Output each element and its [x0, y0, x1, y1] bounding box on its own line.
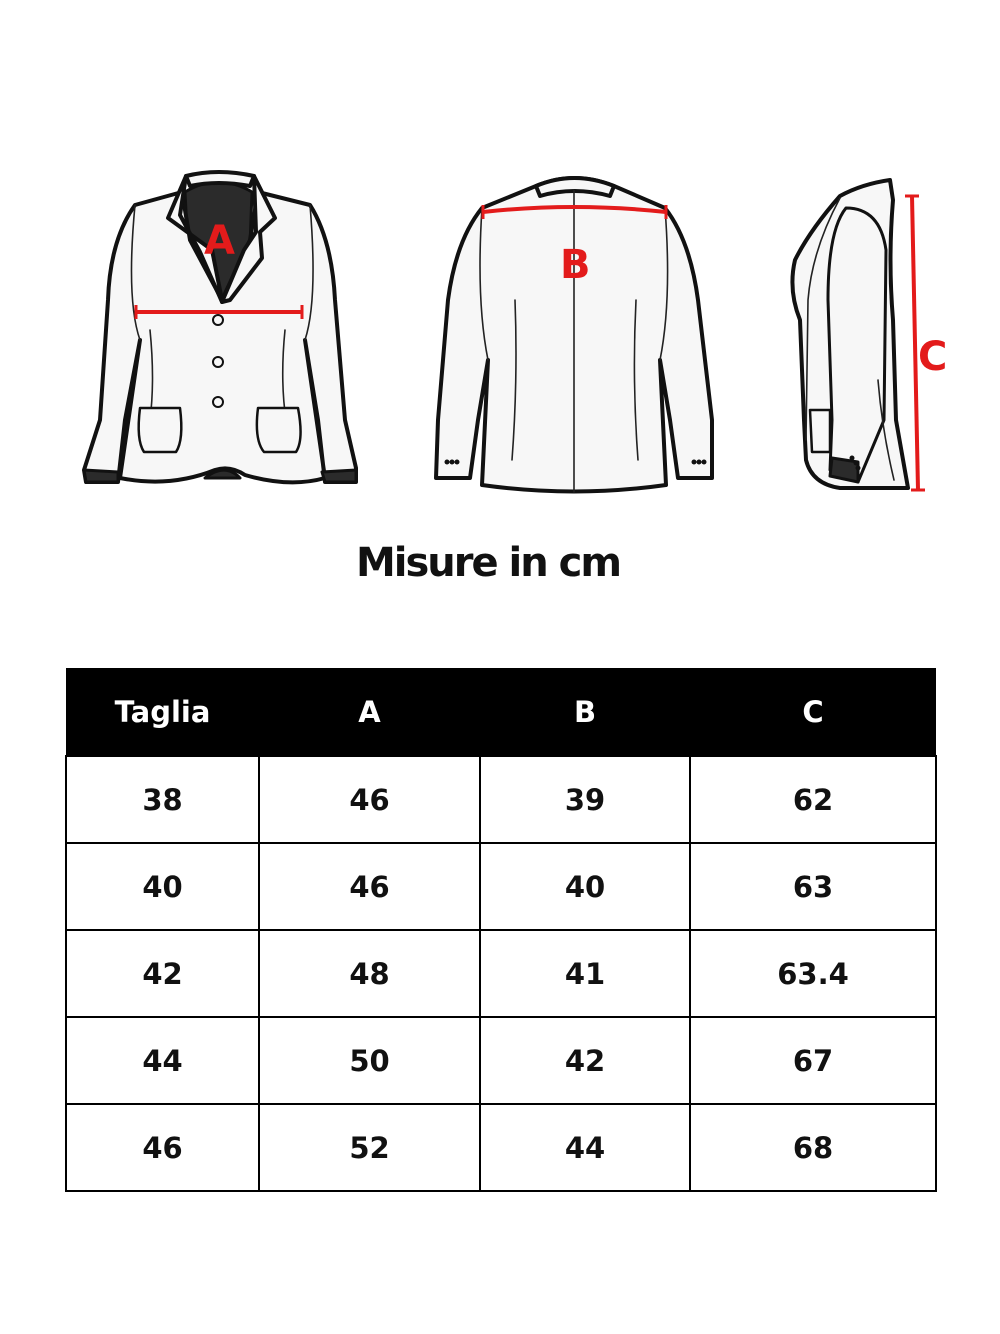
table-cell: 48	[259, 930, 480, 1017]
jacket-front-view	[84, 172, 356, 482]
table-cell: 67	[690, 1017, 936, 1104]
header-c: C	[690, 668, 936, 756]
table-cell: 46	[259, 756, 480, 843]
measure-label-b: B	[560, 242, 591, 288]
table-cell: 42	[480, 1017, 690, 1104]
table-cell: 62	[690, 756, 936, 843]
table-cell: 50	[259, 1017, 480, 1104]
header-taglia: Taglia	[66, 668, 259, 756]
table-header-row	[66, 668, 936, 756]
table-cell: 44	[66, 1017, 259, 1104]
table-row	[66, 756, 936, 843]
measure-label-c: C	[918, 334, 948, 380]
header-a: A	[259, 668, 480, 756]
jacket-side-view	[792, 180, 947, 490]
header-b: B	[480, 668, 690, 756]
table-cell: 63	[690, 843, 936, 930]
table-cell: 40	[480, 843, 690, 930]
table-row	[66, 1017, 936, 1104]
table-cell: 38	[66, 756, 259, 843]
table-cell: 39	[480, 756, 690, 843]
table-cell: 46	[66, 1104, 259, 1191]
measure-label-a: A	[204, 218, 235, 264]
table-row	[66, 1104, 936, 1191]
table-cell: 42	[66, 930, 259, 1017]
jacket-illustrations	[0, 0, 1000, 520]
table-cell: 52	[259, 1104, 480, 1191]
page-title: Misure in cm	[355, 540, 621, 586]
table-cell: 44	[480, 1104, 690, 1191]
size-table	[65, 668, 937, 1192]
table-cell: 63.4	[690, 930, 936, 1017]
jacket-back-view	[436, 178, 712, 492]
table-cell: 41	[480, 930, 690, 1017]
table-cell: 46	[259, 843, 480, 930]
table-cell: 68	[690, 1104, 936, 1191]
table-row	[66, 843, 936, 930]
table-row	[66, 930, 936, 1017]
table-cell: 40	[66, 843, 259, 930]
